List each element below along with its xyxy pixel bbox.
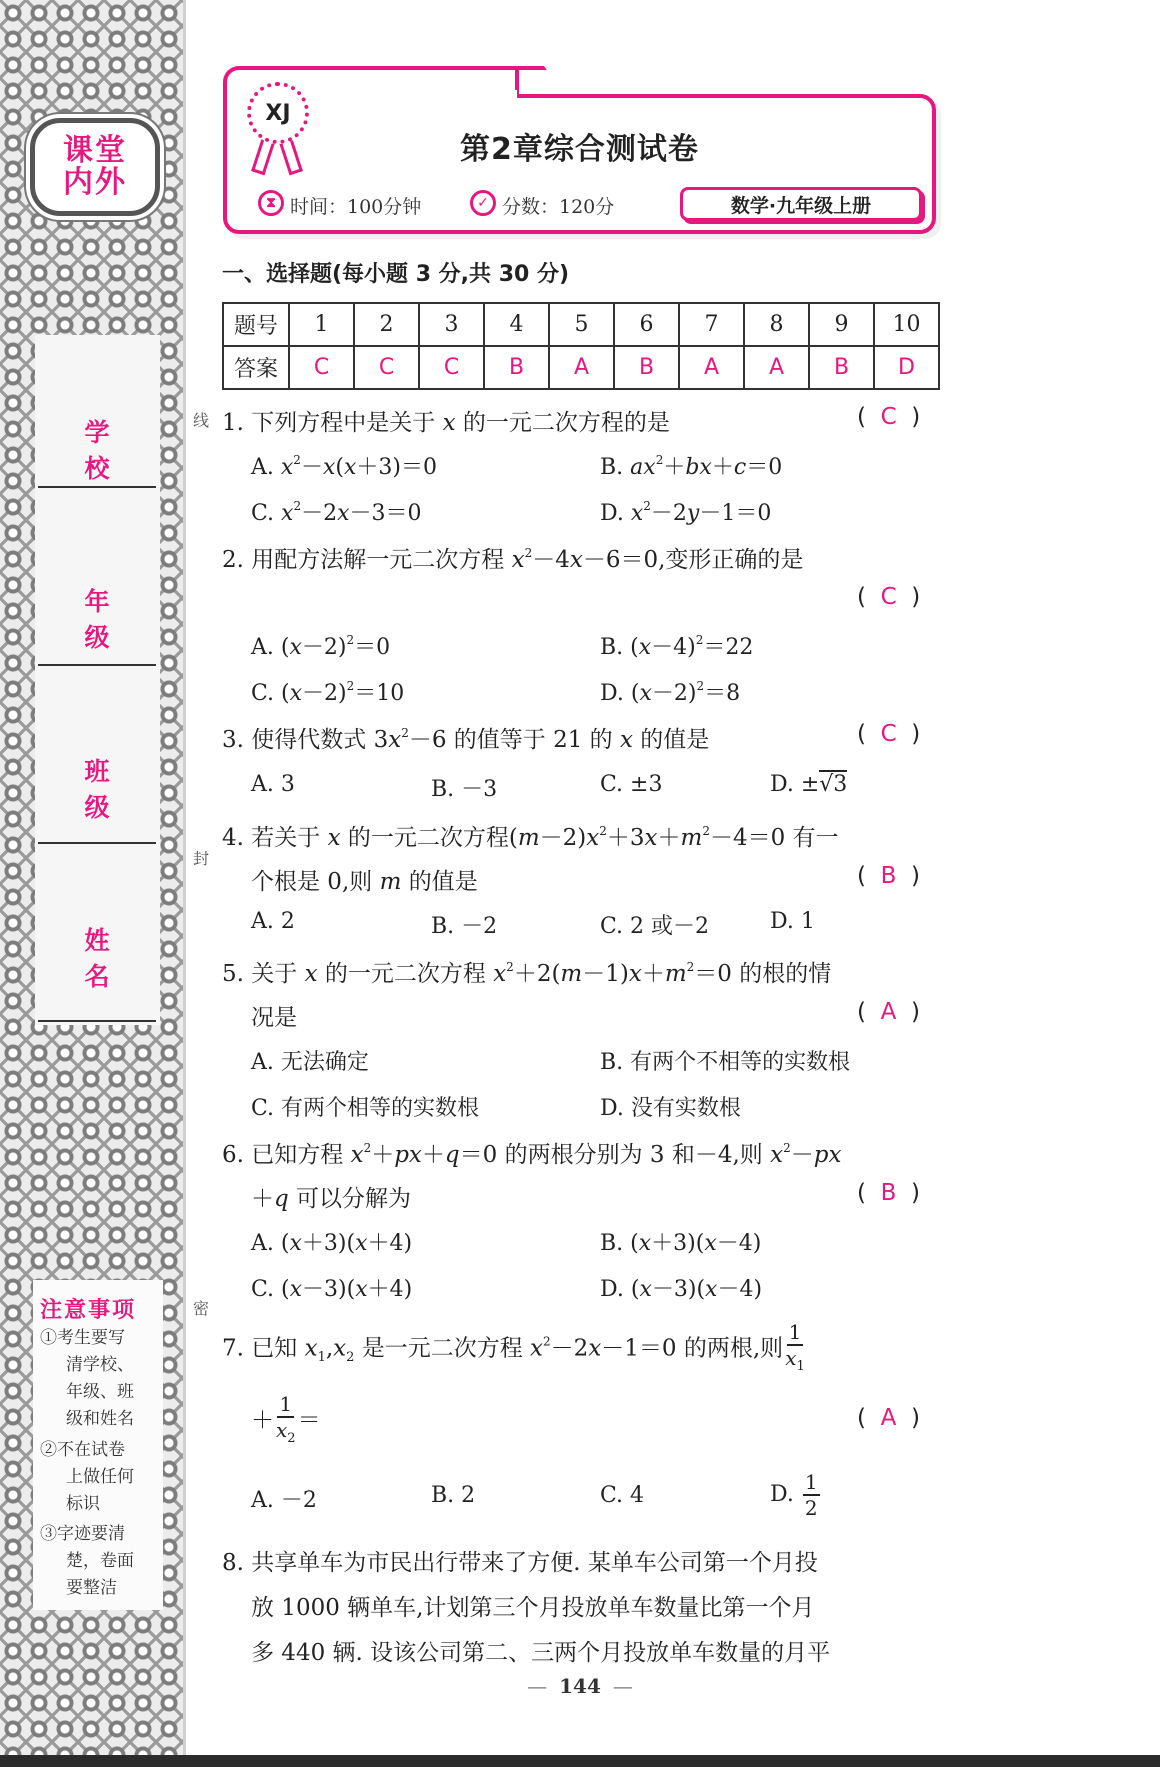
question-3-answer-slot: ( C ) [857,721,921,747]
question-8-stem-line2: 放 1000 辆单车,计划第三个月投放单车数量比第一个月 [251,1595,815,1621]
question-4-option-a: A. 2 [251,909,295,934]
page-number-value: 144 [559,1674,601,1698]
field-line-school [38,486,156,488]
question-5-answer-slot: ( A ) [857,999,920,1025]
notice-3-line3: 要整洁 [66,1578,117,1598]
table-header-answer: 答案 [223,346,289,389]
table-cell-number: 8 [744,303,809,346]
question-4-option-b: B. －2 [431,914,498,939]
question-6-stem-line2: ＋q 可以分解为 [251,1186,412,1212]
notice-title: 注意事项 [40,1298,137,1323]
logo-text-line1: 课堂 [63,133,127,168]
checkmark-icon: ✓ [470,190,496,216]
subject-grade-label: 数学·九年级上册 [680,187,922,221]
question-7-option-c: C. 4 [600,1483,645,1508]
table-cell-answer: C [419,346,484,389]
hourglass-icon: ⧗ [258,190,284,216]
table-cell-number: 9 [809,303,874,346]
question-5-option-c: C. 有两个相等的实数根 [251,1096,480,1121]
question-2-answer: C [880,584,897,610]
question-5-stem-line1: 5. 关于 x 的一元二次方程 $x^2+2(m-1)x+m^2=0$ 的根的情 [222,960,832,987]
field-label-grade: 年 级 [84,587,132,652]
table-cell-number: 2 [354,303,419,346]
field-line-grade [38,664,156,666]
seal-mark-secret: 密 [193,1299,210,1318]
table-cell-answer: A [549,346,614,389]
table-cell-answer: B [809,346,874,389]
fraction-1-over-x2: $\frac{1}{x_2}$ [276,1392,296,1446]
question-7-option-d: D. $\frac{1}{2}$ [770,1470,818,1520]
time-limit: 时间：100分钟 [290,196,422,218]
table-cell-number: 1 [289,303,354,346]
section-title: 一、选择题(每小题 3 分,共 30 分) [222,262,570,287]
seal-mark-seal: 封 [193,849,210,868]
question-2-option-d: D. $(x-2)^2=8$ [600,679,741,706]
question-1-answer-slot: ( C ) [857,404,921,430]
field-line-name [38,1020,156,1022]
question-4-answer: B [880,863,897,889]
brand-logo [30,118,160,216]
notice-item-3 [40,1521,160,1602]
answer-table-answer-row [223,346,939,389]
page-title: 第2章综合测试卷 [460,132,699,167]
seal-mark-line: 线 [193,411,210,430]
field-label-name: 姓 名 [84,926,132,991]
question-3-answer: C [880,721,897,747]
total-score: 分数：120分 [502,196,615,218]
notice-3-line2: 楚，卷面 [66,1551,134,1571]
question-2-option-c: C. $(x-2)^2=10$ [251,679,405,706]
question-1-option-c: C. $x^2-2x-3=0$ [251,499,422,526]
fraction-one-half: $\frac{1}{2}$ [804,1470,818,1520]
table-cell-number: 6 [614,303,679,346]
question-1-option-d: D. $x^2-2y-1=0$ [600,499,772,526]
question-3-option-d: D. ±√3 [770,772,848,797]
question-8-stem-line3: 多 440 辆. 设该公司第二、三两个月投放单车数量的月平 [251,1640,831,1666]
field-line-class [38,842,156,844]
question-6-option-b: B. (x＋3)(x－4) [600,1231,762,1256]
fraction-1-over-x1: $\frac{1}{x_1}$ [785,1320,805,1374]
question-5-option-a: A. 无法确定 [251,1050,369,1075]
question-2-option-a: A. $(x-2)^2=0$ [251,633,391,660]
question-6-answer: B [880,1180,897,1206]
question-2-stem: 2. 用配方法解一元二次方程 $x^2-4x-6=0$,变形正确的是 [222,546,804,573]
question-6-answer-slot: ( B ) [857,1180,920,1206]
question-7-option-a: A. －2 [251,1488,317,1513]
question-6-stem-line1: 6. 已知方程 $x^2+px+q=0$ 的两根分别为 3 和－4,则 $x^2-px$ [222,1141,842,1168]
table-cell-answer: D [874,346,939,389]
question-7-stem-line1: 7. 已知 $x_1,x_2$ 是一元二次方程 $x^2-2x-1=0$ 的两根,则 $\frac{1}{x_1}$ [222,1320,807,1379]
notice-2-line1: ②不在试卷 [40,1440,125,1460]
question-7-option-b: B. 2 [431,1483,476,1508]
question-7-stem-line2: ＋ $\frac{1}{x_2}$ ＝ [251,1392,321,1451]
question-4-stem-line2: 个根是 0,则 m 的值是 [251,869,478,895]
edition-badge [247,82,309,144]
question-7-answer-slot: ( A ) [857,1405,920,1431]
question-1-option-b: B. $ax^2+bx+c=0$ [600,453,783,480]
question-6-option-c: C. (x－3)(x＋4) [251,1277,413,1302]
notice-2-line2: 上做任何 [66,1467,134,1487]
answer-table-number-row [223,303,939,346]
question-1-answer: C [880,404,897,430]
question-3-option-b: B. －3 [431,777,498,802]
table-header-number: 题号 [223,303,289,346]
question-4-option-c: C. 2 或－2 [600,914,710,939]
field-label-class: 班 级 [84,757,132,822]
notice-1-line4: 级和姓名 [66,1409,134,1429]
strip-edge [183,0,186,1755]
table-cell-answer: C [354,346,419,389]
question-7-answer: A [880,1405,897,1431]
notice-item-1 [40,1325,160,1433]
notice-1-line3: 年级、班 [66,1382,134,1402]
question-5-option-b: B. 有两个不相等的实数根 [600,1050,851,1075]
question-1-stem: 1. 下列方程中是关于 x 的一元二次方程的是 [222,410,670,436]
question-5-stem-line2: 况是 [251,1005,297,1031]
question-2-answer-slot: ( C ) [857,584,921,610]
question-5-option-d: D. 没有实数根 [600,1096,741,1121]
table-cell-answer: B [614,346,679,389]
question-4-answer-slot: ( B ) [857,863,920,889]
table-cell-number: 3 [419,303,484,346]
bottom-edge [0,1755,1160,1767]
question-8-stem-line1: 8. 共享单车为市民出行带来了方便. 某单车公司第一个月投 [222,1550,818,1576]
table-cell-answer: A [679,346,744,389]
table-cell-number: 10 [874,303,939,346]
edition-badge-text: XJ [265,100,291,126]
table-cell-answer: A [744,346,809,389]
question-6-option-a: A. (x＋3)(x＋4) [251,1231,413,1256]
question-4-stem-line1: 4. 若关于 x 的一元二次方程$(m-2)x^2+3x+m^2-4=0$ 有一 [222,824,839,851]
table-cell-number: 5 [549,303,614,346]
question-4-option-d: D. 1 [770,909,815,934]
notice-3-line1: ③字迹要清 [40,1524,125,1544]
question-5-answer: A [880,999,897,1025]
notice-1-line2: 清学校、 [66,1355,134,1375]
question-3-option-a: A. 3 [251,772,295,797]
notice-item-2 [40,1437,160,1518]
question-1-option-a: A. $x^2-x(x+3)=0$ [251,453,437,480]
logo-text-line2: 内外 [63,165,127,200]
field-label-school: 学 校 [84,418,132,483]
table-cell-number: 7 [679,303,744,346]
table-cell-answer: C [289,346,354,389]
question-2-option-b: B. $(x-4)^2=22$ [600,633,754,660]
answer-table [222,302,940,390]
question-3-stem: 3. 使得代数式 $3x^2-6$ 的值等于 21 的 x 的值是 [222,726,710,753]
question-6-option-d: D. (x－3)(x－4) [600,1277,763,1302]
page-number: — 144 — [527,1674,633,1698]
question-3-option-c: C. ±3 [600,772,663,797]
table-cell-number: 4 [484,303,549,346]
notice-2-line3: 标识 [66,1494,100,1514]
table-cell-answer: B [484,346,549,389]
notice-1-line1: ①考生要写 [40,1328,125,1348]
